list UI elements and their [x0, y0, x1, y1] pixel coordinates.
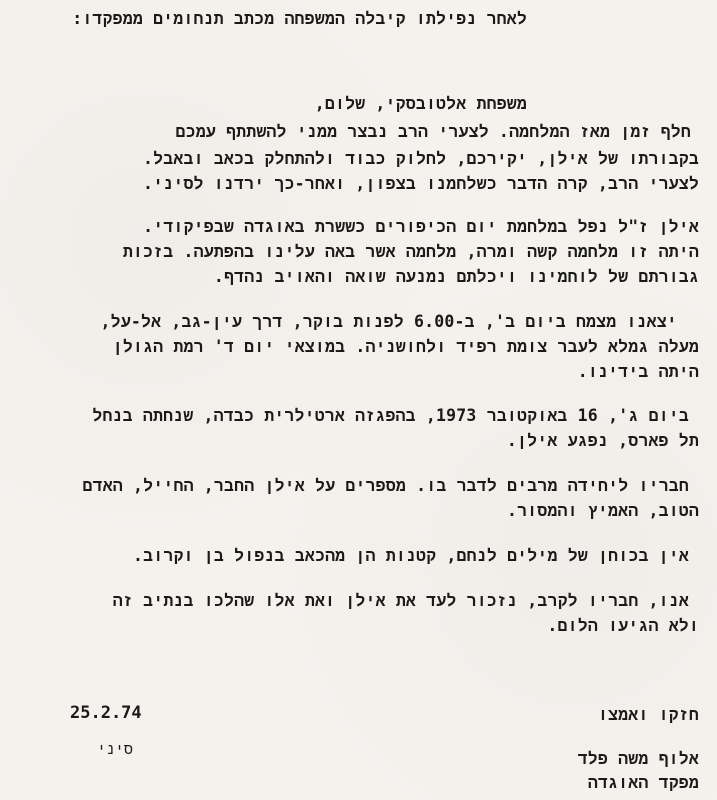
salutation: משפחת אלטובסקי, שלום, — [314, 94, 527, 113]
paragraph-2-line-3: גבורתם של לוחמינו ויכלתם נמנעה שואה והאויב נהדף. — [213, 267, 699, 286]
paragraph-1-line-2: בקבורתו של אילן, יקירכם, לחלוק כבוד ולהתחלק בכאב ובאבל. — [143, 149, 699, 168]
paragraph-7-line-1: אנו, חבריו לקרב, נזכור לעד את אילן ואת אלו שהלכו בנתיב זה — [112, 591, 689, 610]
paragraph-4-line-2: תל פארס, נפגע אילן. — [506, 431, 699, 450]
paragraph-3-line-3: היתה בידינו. — [577, 362, 699, 381]
paragraph-7-line-2: ולא הגיעו הלום. — [547, 616, 699, 635]
paragraph-6-line-1: אין בכוחן של מילים לנחם, קטנות הן מהכאב בנפול בן וקרוב. — [133, 546, 689, 565]
signature-name: סיני — [97, 740, 134, 758]
letter-date: 25.2.74 — [70, 703, 142, 723]
header-line: לאחר נפילתו קיבלה המשפחה מכתב תנחומים ממפקדו: — [72, 9, 527, 28]
paragraph-2-line-2: היתה זו מלחמה קשה ומרה, מלחמה אשר באה עלינו בהפתעה. בזכות — [122, 242, 699, 261]
signer-rank-name: אלוף משה פלד — [577, 749, 699, 768]
paragraph-1-line-1: חלף זמן מאז המלחמה. לצערי הרב נבצר ממני להשתתף עמכם — [175, 122, 691, 141]
paragraph-3-line-2: מעלה גמלא לעבר צומת רפיד ולחושניה. במוצאי יום ד' רמת הגולן — [112, 337, 699, 356]
paragraph-5-line-1: חבריו ליחידה מרבים לדבר בו. מספרים על אילן החבר, החייל, האדם — [82, 476, 689, 495]
paragraph-5-line-2: הטוב, האמיץ והמסור. — [506, 501, 699, 520]
paragraph-1-line-3: לצערי הרב, קרה הדבר כשלחמנו בצפון, ואחר-כך ירדנו לסיני. — [143, 174, 699, 193]
paragraph-3-line-1: יצאנו מצמח ביום ב', ב-6.00 לפנות בוקר, דרך עין-גב, אל-על, — [100, 312, 677, 331]
paragraph-4-line-1: ביום ג', 16 באוקטובר 1973, בהפגזה ארטילרית כבדה, שנחתה בנחל — [92, 406, 689, 425]
signer-title: מפקד האוגדה — [587, 773, 699, 792]
paragraph-2-line-1: אילן ז"ל נפל במלחמת יום הכיפורים כששרת באוגדה שבפיקודי. — [143, 217, 699, 236]
closing-phrase: חזקו ואמצו — [597, 705, 699, 724]
